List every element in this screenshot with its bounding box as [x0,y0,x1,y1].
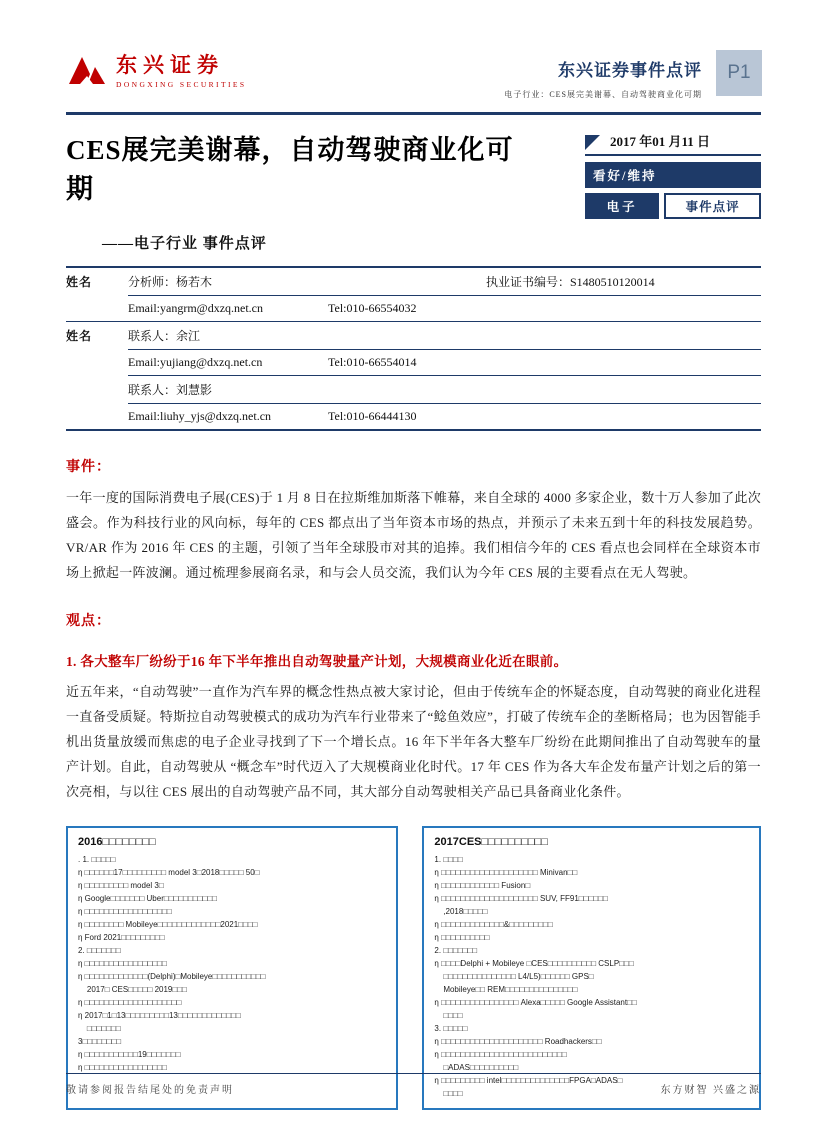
analyst-cert-number: 执业证书编号：S1480510120014 [486,275,655,289]
box-line: η 2017□1□13□□□□□□□□□13□□□□□□□□□□□□□ [78,1011,241,1020]
box-line: 2. □□□□□□□ [434,946,478,955]
box-line: 2. □□□□□□□ [78,946,121,955]
title-block [0,115,827,219]
box-line: ,2018□□□□□ [434,907,488,916]
brand-name-cn: 东兴证券 [116,53,224,77]
analyst-row [66,404,761,429]
contact-email: Email:yujiang@dxzq.net.cn [128,355,263,369]
box-line: η □□□□□□□□□□□□□&□□□□□□□□□ [434,920,553,929]
header-right [504,50,762,100]
brand-name-en: DONGXING SECURITIES [116,80,247,89]
contact-name: 联系人：刘慧影 [128,383,213,397]
logo-icon [66,50,108,92]
contact-name: 联系人：余江 [128,329,201,343]
box-line: η □□□□□□□□□□□□□(Delphi)□Mobileye□□□□□□□□□□□ [78,972,266,981]
box-line: η □□□□□□□□□□□□□□□□□□□□□□□□□□ [434,1050,567,1059]
box-line: η □□□□□□□□□□□□□□□□□□□□ Minivan□□ [434,868,578,877]
date-flag-icon [585,135,600,150]
box-line-list [434,853,749,1100]
footer-slogan: 东方财智 兴盛之源 [660,1085,761,1096]
box-line: η □□□□□□□□□□□□□□□□□□ [78,907,172,916]
report-header-subtitle: 电子行业：CES展完美谢幕、自动驾驶商业化可期 [504,90,702,99]
box-line: □□□□ [434,1011,463,1020]
analyst-row-label: 姓名 [66,275,93,289]
box-line: η □□□□□□□□□□□□□□□□□ [78,1063,167,1072]
box-line: 1. □□□□ [434,855,463,864]
highlights-box-2016 [66,826,398,1110]
footer-disclaimer: 敬请参阅报告结尾处的免责声明 [66,1085,234,1096]
analyst-tel: Tel:010-66554032 [328,301,417,315]
page-header [0,0,827,100]
analyst-row [66,350,761,375]
viewpoint-paragraph: 近五年来，“自动驾驶”一直作为汽车界的概念性热点被大家讨论，但由于传统车企的怀疑态度，自动驾驶的商业化进程一直备受质疑。特斯拉自动驾驶模式的成功为汽车行业带来了“鲶鱼效应”，打破了传统车企的垄断格局；也为因智能手机出货量放缓而焦虑的电子企业寻找到了下一个增长点。16 年下半年各大整车厂纷纷在此期间推出了自动驾驶车的量产计划。自此，自动驾驶从 “概念车”时代迈入了大规模商业化时代。17 年 CES 作为各大车企发布量产计划之后的第一次亮相，与以往 CES 展出的自动驾驶产品不同，其大部分自动驾驶相关产品已具备商业化条件。 [66,684,761,799]
box-line: □□□□□□□ [78,1024,121,1033]
box-line: η □□□□□□□□□□□□ Fusion□ [434,881,531,890]
contact-tel: Tel:010-66444130 [328,409,417,423]
analyst-row [66,322,761,349]
box-line: Mobileye□□ REM□□□□□□□□□□□□□□□ [434,985,578,994]
box-line: η □□□□□□□□ Mobileye□□□□□□□□□□□□□2021□□□□ [78,920,258,929]
date-row [585,131,761,156]
page-number-badge: P1 [716,50,762,96]
brand-text [116,53,246,89]
box-line: η □□□□□□□□□□□□□□□□□□□□ [78,998,182,1007]
analyst-row [66,376,761,403]
highlight-boxes [0,826,827,1110]
rating-badge: 看好/维持 [585,162,761,188]
box-line: η □□□□□□□□□ model 3□ [78,881,164,890]
viewpoint-point-title: 1. 各大整车厂纷纷于16 年下半年推出自动驾驶量产计划，大规模商业化近在眼前。 [66,654,568,669]
box-title: 2016□□□□□□□□ [78,836,156,848]
box-title: 2017CES□□□□□□□□□□ [434,836,548,848]
analyst-row-label: 姓名 [66,329,93,343]
report-title: CES展完美谢幕，自动驾驶商业化可期 [66,135,514,204]
box-line: η □□□□□□□□□ intel□□□□□□□□□□□□□□FPGA□ADAS□ [434,1076,623,1085]
industry-tag: 电子 [585,193,659,219]
box-line: □□□□□□□□□□□□□□□ L4/L5)□□□□□□ GPS□ [434,972,594,981]
box-line: η □□□□□□17□□□□□□□□□ model 3□2018□□□□□ 50□ [78,868,260,877]
box-line: 3. □□□□□ [434,1024,468,1033]
box-line: η □□□□□□□□□□ [434,933,490,942]
analyst-table [66,266,761,431]
event-heading: 事件： [66,460,111,475]
analyst-row [66,296,761,321]
tag-row [585,193,761,219]
box-line: 2017□ CES□□□□□ 2019□□□ [78,985,187,994]
header-right-text [504,50,702,100]
box-line: η □□□□□□□□□□□□□□□□□ [78,959,167,968]
contact-tel: Tel:010-66554014 [328,355,417,369]
analyst-name: 分析师：杨若木 [128,275,213,289]
box-line: □□□□ [434,1089,463,1098]
report-date: 2017 年01 月11 日 [610,134,711,149]
box-line: η Google□□□□□□□ Uber□□□□□□□□□□□ [78,894,218,903]
highlights-box-2017ces [422,826,761,1110]
analyst-email: Email:yangrm@dxzq.net.cn [128,301,264,315]
box-line: η □□□□□□□□□□□□□□□□□□□□ SUV, FF91□□□□□□ [434,894,608,903]
box-line: . 1. □□□□□ [78,855,116,864]
box-line: η □□□□Delphi + Mobileye □CES□□□□□□□□□□ CSLP□□□ [434,959,634,968]
report-info-column [585,131,761,219]
event-paragraph: 一年一度的国际消费电子展(CES)于 1 月 8 日在拉斯维加斯落下帷幕，来自全球的 4000 多家企业，数十万人参加了此次盛会。作为科技行业的风向标，每年的 CES 都点出了当年资本市场的热点，并预示了未来五到十年的科技发展趋势。VR/AR 作为 2016 年 CES 的主题，引领了当年全球股市对其的追捧。我们相信今年的 CES 看点也会同样在全球资本市场上掀起一阵波澜。通过梳理参展商名录，和与会人员交流，我们认为今年 CES 展的主要看点在无人驾驶。 [66,490,761,580]
box-line: η Ford 2021□□□□□□□□□ [78,933,165,942]
contact-email: Email:liuhy_yjs@dxzq.net.cn [128,409,272,423]
box-line: η □□□□□□□□□□□□□□□□ Alexa□□□□□ Google Assistant□□ [434,998,637,1007]
page-footer [66,1073,761,1096]
box-line: η □□□□□□□□□□□□□□□□□□□□□ Roadhackers□□ [434,1037,602,1046]
brand-logo [66,50,246,92]
box-line: η □□□□□□□□□□□19□□□□□□□ [78,1050,181,1059]
event-section [0,456,827,804]
box-line-list [78,853,386,1074]
analyst-row [66,268,761,295]
report-subheading: ——电子行业 事件点评 [102,236,267,252]
box-line: 3□□□□□□□□ [78,1037,122,1046]
doc-type-tag: 事件点评 [664,193,761,219]
box-line: □ADAS□□□□□□□□□□ [434,1063,519,1072]
report-series-title: 东兴证券事件点评 [558,61,702,80]
viewpoint-heading: 观点： [66,614,111,629]
